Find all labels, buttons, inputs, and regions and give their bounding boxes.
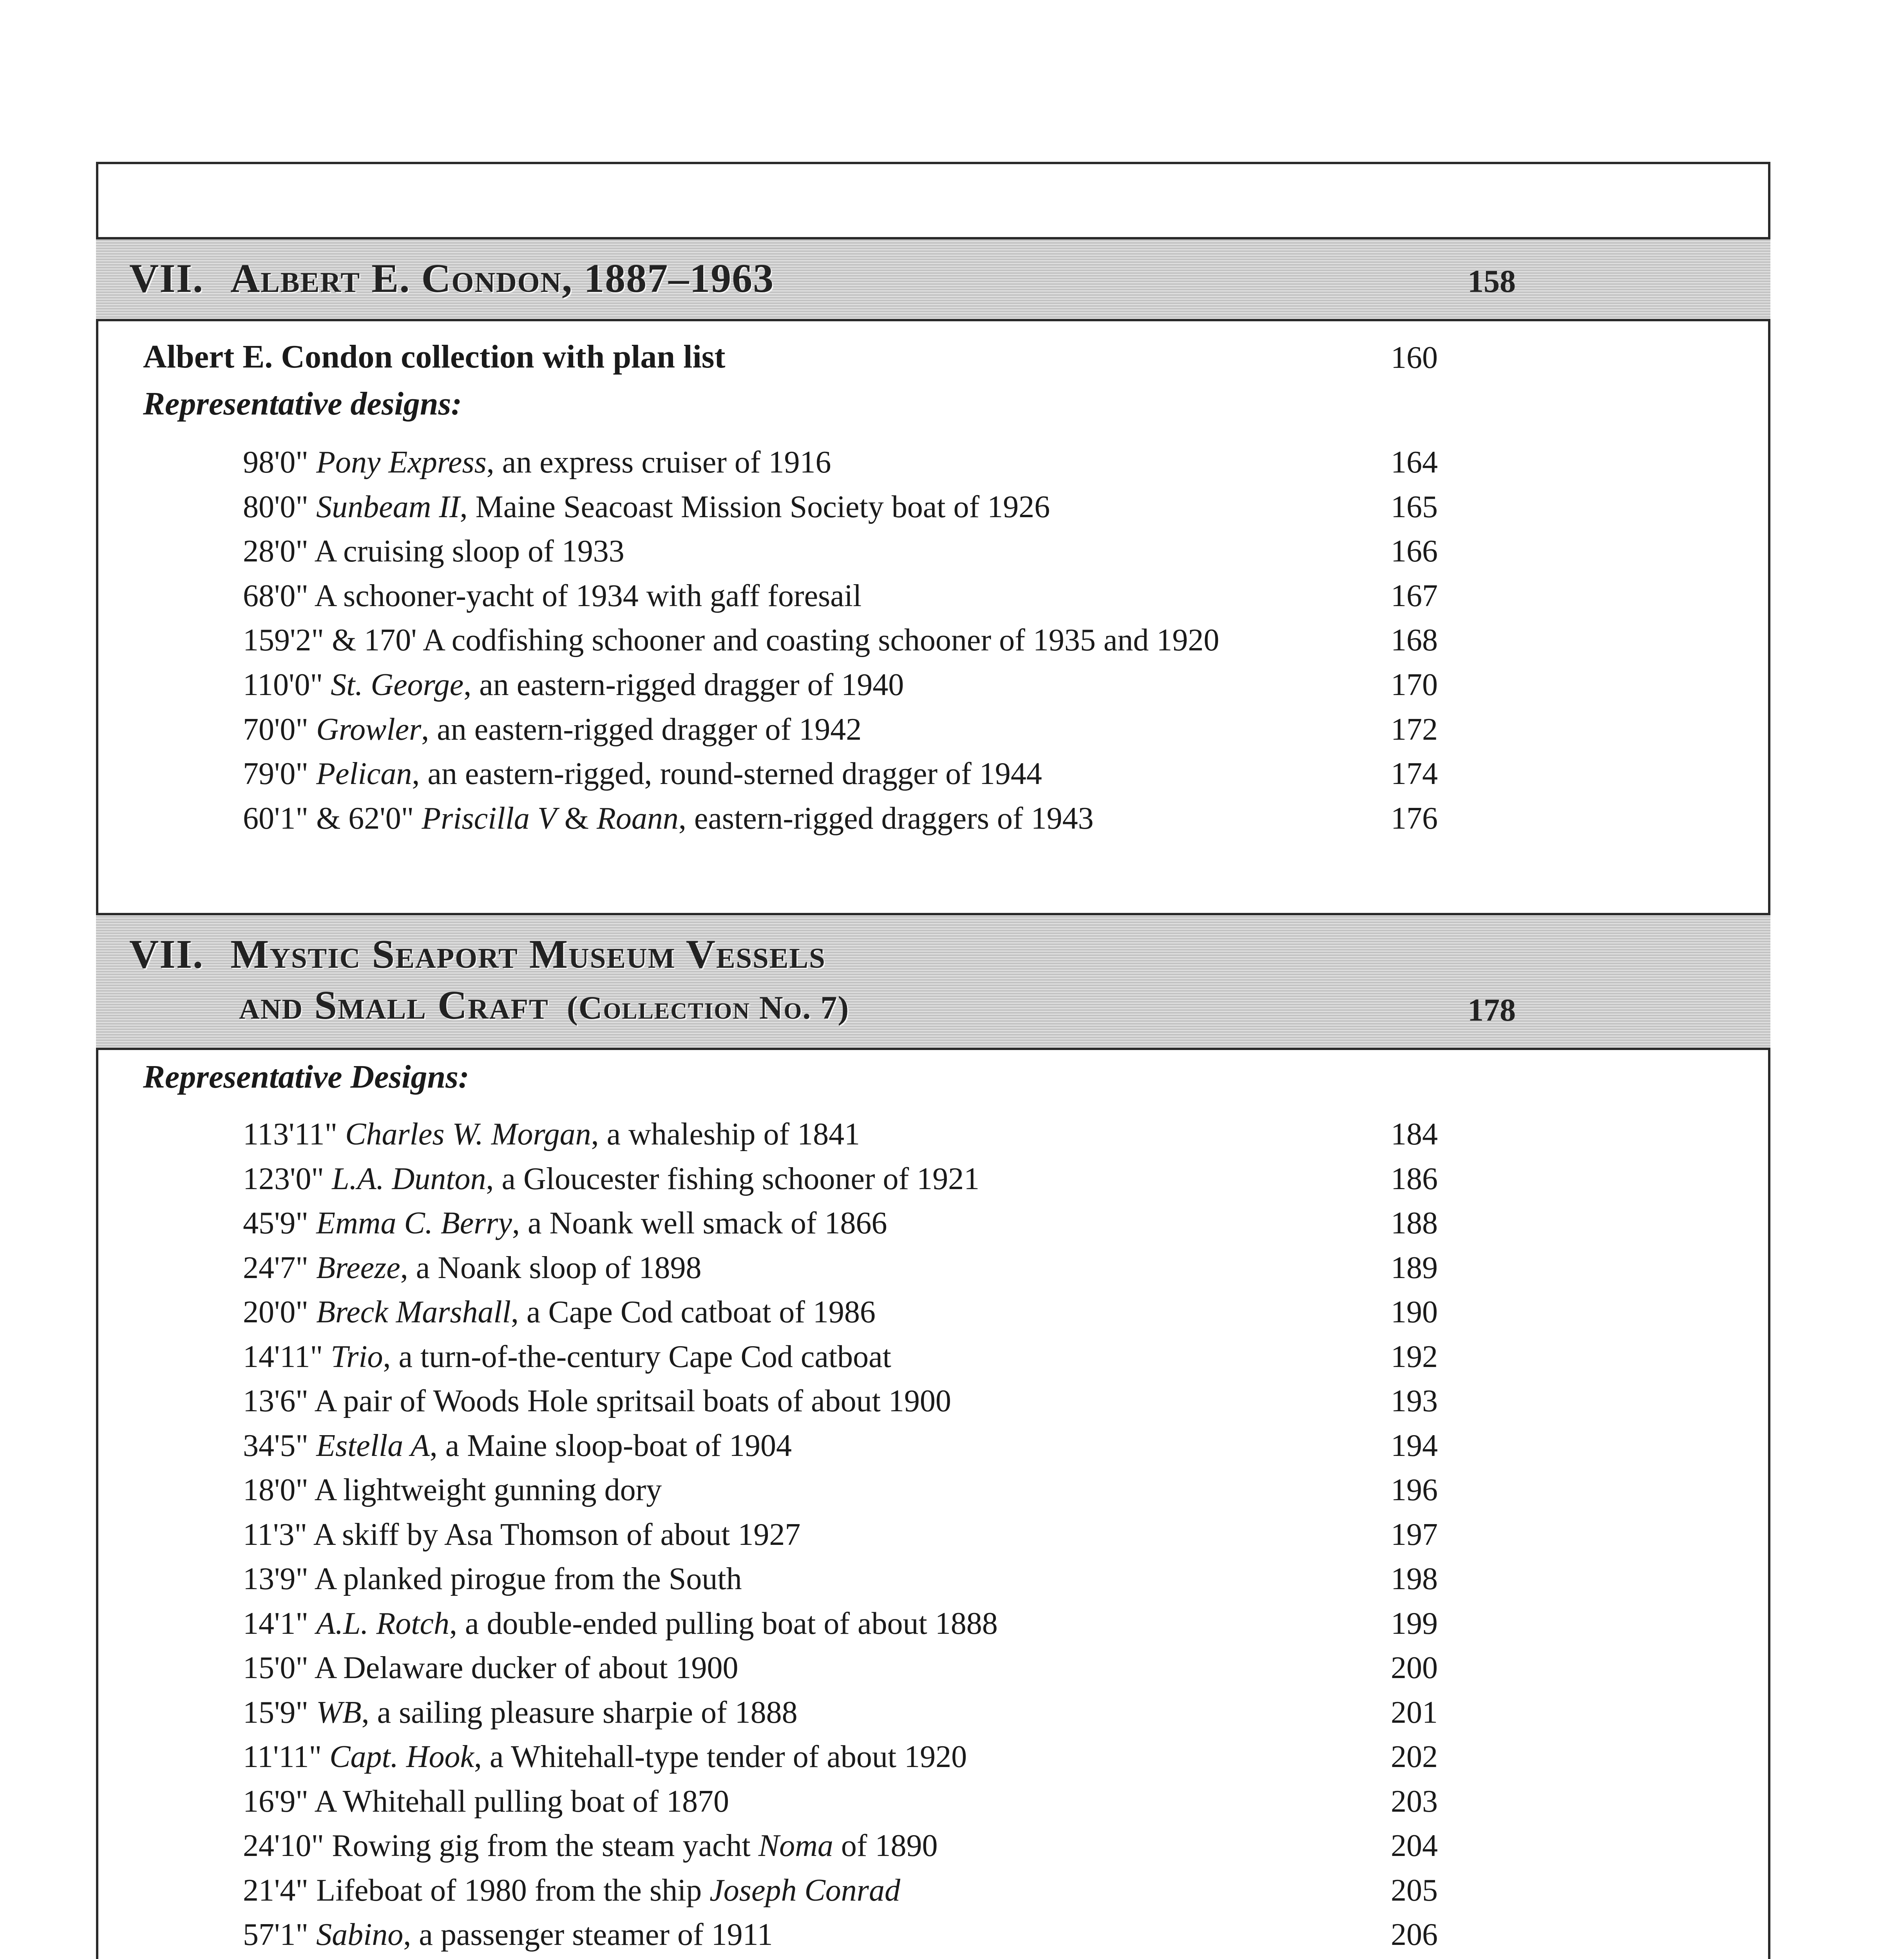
section-header-mystic — [96, 913, 1770, 1050]
entry-text: , a Noank well smack of 1866 — [512, 1206, 887, 1240]
collection-label: Albert E. Condon collection with plan list — [143, 339, 726, 375]
entry-page-number: 184 — [1391, 1117, 1438, 1152]
list-item — [243, 1828, 1438, 1872]
entry-description — [243, 1517, 800, 1553]
list-item — [243, 1739, 1438, 1783]
designs-label: Representative designs: — [143, 386, 462, 422]
entry-description — [243, 623, 1219, 658]
section-page-number: 158 — [1468, 263, 1516, 299]
entry-size: 60'1" & 62'0" — [243, 801, 422, 836]
entry-page-number: 200 — [1391, 1651, 1438, 1685]
entry-text: , a sailing pleasure sharpie of 1888 — [361, 1695, 798, 1730]
entry-text: A codfishing schooner and coasting schooner of 1935 and 1920 — [423, 623, 1220, 658]
vessel-name: L.A. Dunton — [332, 1161, 486, 1196]
vessel-name: A.L. Rotch — [316, 1606, 450, 1641]
list-item — [243, 489, 1438, 533]
entry-size: 68'0" — [243, 578, 315, 613]
vessel-name: Noma — [758, 1829, 833, 1863]
list-item — [243, 712, 1438, 756]
vessel-name: Estella A — [316, 1428, 430, 1463]
entry-description — [243, 1339, 891, 1375]
vessel-name: Sunbeam II — [316, 489, 460, 524]
section-header-condon — [96, 237, 1770, 321]
entry-size: 21'4" — [243, 1873, 317, 1908]
entry-size: 11'3" — [243, 1517, 313, 1552]
entry-page-number: 189 — [1391, 1250, 1438, 1285]
entry-text: of 1890 — [833, 1829, 938, 1863]
entry-size: 159'2" & 170' — [243, 623, 423, 658]
entry-page-number: 192 — [1391, 1339, 1438, 1374]
entry-page-number: 194 — [1391, 1428, 1438, 1463]
entry-page-number: 198 — [1391, 1562, 1438, 1596]
vessel-name: Trio — [331, 1339, 383, 1374]
entry-text: Lifeboat of 1980 from the ship — [316, 1873, 710, 1908]
vessel-name: WB — [316, 1695, 362, 1730]
entry-description — [243, 1161, 979, 1197]
vessel-name: Breck Marshall — [316, 1295, 511, 1329]
list-item — [243, 1517, 1438, 1561]
designs-label: Representative Designs: — [143, 1059, 469, 1095]
entry-page-number: 205 — [1391, 1873, 1438, 1908]
entry-description — [243, 1873, 900, 1908]
entry-description — [243, 1650, 738, 1686]
vessel-name: Priscilla V — [422, 801, 557, 836]
entry-description — [243, 1428, 792, 1464]
entry-description — [243, 534, 624, 569]
vessel-name: Roann — [597, 801, 679, 836]
entry-size: 123'0" — [243, 1161, 332, 1196]
section-title: Albert E. Condon, 1887–1963 — [230, 256, 775, 301]
entry-page-number: 196 — [1391, 1473, 1438, 1507]
entry-size: 45'9" — [243, 1206, 317, 1240]
section-heading-mystic — [129, 931, 826, 978]
list-item — [243, 1339, 1438, 1383]
list-item — [243, 1606, 1438, 1650]
entry-description — [243, 801, 1094, 836]
vessel-name: Pelican — [316, 757, 412, 791]
entry-description — [243, 578, 862, 614]
entry-size: 28'0" — [243, 534, 315, 569]
collection-page-number: 160 — [1391, 340, 1438, 375]
section-heading-condon — [129, 255, 774, 302]
entry-text: , a Noank sloop of 1898 — [400, 1250, 702, 1285]
entry-page-number: 172 — [1391, 712, 1438, 747]
list-item — [243, 1472, 1438, 1516]
list-item — [243, 1873, 1438, 1917]
entry-page-number: 190 — [1391, 1295, 1438, 1329]
entry-page-number: 164 — [1391, 445, 1438, 480]
list-item — [243, 1695, 1438, 1739]
entry-size: 11'11" — [243, 1740, 330, 1774]
entry-text: , a passenger steamer of 1911 — [403, 1917, 773, 1952]
entry-description — [243, 1383, 951, 1419]
list-item — [243, 1295, 1438, 1338]
entry-page-number: 202 — [1391, 1740, 1438, 1774]
entry-text: , a double-ended pulling boat of about 1888 — [449, 1606, 998, 1641]
entry-size: 14'1" — [243, 1606, 317, 1641]
entry-size: 18'0" — [243, 1473, 315, 1507]
section-title-line2: and Small Craft — [239, 983, 549, 1028]
entry-text: , a Whitehall-type tender of about 1920 — [474, 1740, 967, 1774]
entry-description — [243, 756, 1042, 792]
entry-text: A schooner-yacht of 1934 with gaff foresail — [314, 578, 862, 613]
entry-description — [243, 1117, 860, 1152]
entry-size: 110'0" — [243, 668, 331, 702]
entry-page-number: 170 — [1391, 668, 1438, 702]
list-item — [243, 1250, 1438, 1294]
entry-page-number: 199 — [1391, 1606, 1438, 1641]
entry-size: 24'7" — [243, 1250, 317, 1285]
section-title-line1: Mystic Seaport Museum Vessels — [230, 932, 826, 977]
entry-page-number: 167 — [1391, 578, 1438, 613]
entry-size: 15'0" — [243, 1651, 315, 1685]
entry-page-number: 206 — [1391, 1917, 1438, 1952]
section-numeral: VII. — [129, 932, 204, 977]
entry-size: 34'5" — [243, 1428, 317, 1463]
section-numeral: VII. — [129, 256, 204, 301]
entry-text: , an express cruiser of 1916 — [486, 445, 831, 480]
entry-page-number: 174 — [1391, 757, 1438, 791]
vessel-name: Sabino — [316, 1917, 404, 1952]
vessel-name: Pony Express — [316, 445, 487, 480]
entry-text: , a Gloucester fishing schooner of 1921 — [486, 1161, 980, 1196]
entry-page-number: 186 — [1391, 1161, 1438, 1196]
list-item — [243, 623, 1438, 666]
entry-text: , Maine Seacoast Mission Society boat of 1926 — [460, 489, 1050, 524]
entry-description — [243, 1917, 773, 1953]
entry-size: 13'6" — [243, 1384, 315, 1418]
entry-description — [243, 1784, 729, 1820]
entry-text: A cruising sloop of 1933 — [314, 534, 624, 569]
entry-text: , eastern-rigged draggers of 1943 — [678, 801, 1094, 836]
entry-text: , a Cape Cod catboat of 1986 — [511, 1295, 876, 1329]
entry-text: , a whaleship of 1841 — [591, 1117, 860, 1152]
entry-description — [243, 667, 904, 703]
vessel-name: Emma C. Berry — [316, 1206, 512, 1240]
entry-description — [243, 1606, 998, 1642]
list-item — [243, 1206, 1438, 1249]
entry-text: A lightweight gunning dory — [314, 1473, 662, 1507]
list-item — [243, 1117, 1438, 1161]
vessel-name: Joseph Conrad — [709, 1873, 900, 1908]
entry-page-number: 168 — [1391, 623, 1438, 658]
vessel-name: Growler — [316, 712, 422, 747]
entry-text: , an eastern-rigged dragger of 1940 — [463, 668, 904, 702]
entry-page-number: 204 — [1391, 1829, 1438, 1863]
entry-size: 80'0" — [243, 489, 317, 524]
entry-description — [243, 1206, 887, 1241]
list-item — [243, 1428, 1438, 1472]
entry-size: 15'9" — [243, 1695, 317, 1730]
entry-size: 14'11" — [243, 1339, 331, 1374]
entry-description — [243, 1828, 938, 1864]
list-item — [243, 1383, 1438, 1427]
entry-size: 98'0" — [243, 445, 317, 480]
entry-size: 13'9" — [243, 1562, 315, 1596]
entry-description — [243, 1561, 742, 1597]
vessel-name: Breeze — [316, 1250, 400, 1285]
entry-description — [243, 1295, 876, 1330]
list-item — [243, 667, 1438, 711]
entry-description — [243, 1695, 798, 1731]
entry-page-number: 193 — [1391, 1384, 1438, 1418]
section-page-number: 178 — [1468, 992, 1516, 1028]
list-item — [243, 756, 1438, 800]
entry-size: 20'0" — [243, 1295, 317, 1329]
entry-description — [243, 1739, 967, 1775]
collection-number-note: (Collection No. 7) — [566, 990, 850, 1026]
entry-size: 16'9" — [243, 1784, 315, 1819]
entry-size: 57'1" — [243, 1917, 317, 1952]
list-item — [243, 1561, 1438, 1605]
entry-page-number: 166 — [1391, 534, 1438, 569]
entry-text: A planked pirogue from the South — [314, 1562, 742, 1596]
entry-page-number: 203 — [1391, 1784, 1438, 1819]
vessel-name: Charles W. Morgan — [345, 1117, 591, 1152]
entry-page-number: 197 — [1391, 1517, 1438, 1552]
entry-text: , an eastern-rigged dragger of 1942 — [421, 712, 862, 747]
list-item — [243, 1917, 1438, 1959]
list-item — [243, 801, 1438, 845]
list-item — [243, 1650, 1438, 1694]
entry-description — [243, 712, 862, 748]
entry-size: 79'0" — [243, 757, 317, 791]
entry-text: , an eastern-rigged, round-sterned dragger of 1944 — [412, 757, 1042, 791]
entry-text: A pair of Woods Hole spritsail boats of about 1900 — [314, 1384, 951, 1418]
entry-page-number: 188 — [1391, 1206, 1438, 1240]
entry-description — [243, 445, 831, 480]
entry-text: Rowing gig from the steam yacht — [332, 1829, 758, 1863]
entry-page-number: 201 — [1391, 1695, 1438, 1730]
list-item — [243, 445, 1438, 489]
list-item — [243, 534, 1438, 578]
list-item — [243, 1161, 1438, 1205]
list-item — [243, 1784, 1438, 1828]
entry-text: A Whitehall pulling boat of 1870 — [314, 1784, 729, 1819]
section-heading-mystic-line2 — [239, 982, 849, 1028]
entry-description — [243, 489, 1050, 525]
list-item — [243, 578, 1438, 622]
entry-text: , a turn-of-the-century Cape Cod catboat — [383, 1339, 891, 1374]
entry-text: , a Maine sloop-boat of 1904 — [429, 1428, 792, 1463]
vessel-name: St. George — [331, 668, 464, 702]
entry-size: 24'10" — [243, 1829, 332, 1863]
entry-size: 113'11" — [243, 1117, 346, 1152]
entry-size: 70'0" — [243, 712, 317, 747]
entry-joiner: & — [556, 801, 597, 836]
vessel-name: Capt. Hook — [329, 1740, 474, 1774]
entry-text: A skiff by Asa Thomson of about 1927 — [313, 1517, 801, 1552]
entry-page-number: 176 — [1391, 801, 1438, 836]
entry-page-number: 165 — [1391, 489, 1438, 524]
entry-description — [243, 1250, 702, 1286]
entry-description — [243, 1472, 662, 1508]
entry-text: A Delaware ducker of about 1900 — [314, 1651, 738, 1685]
